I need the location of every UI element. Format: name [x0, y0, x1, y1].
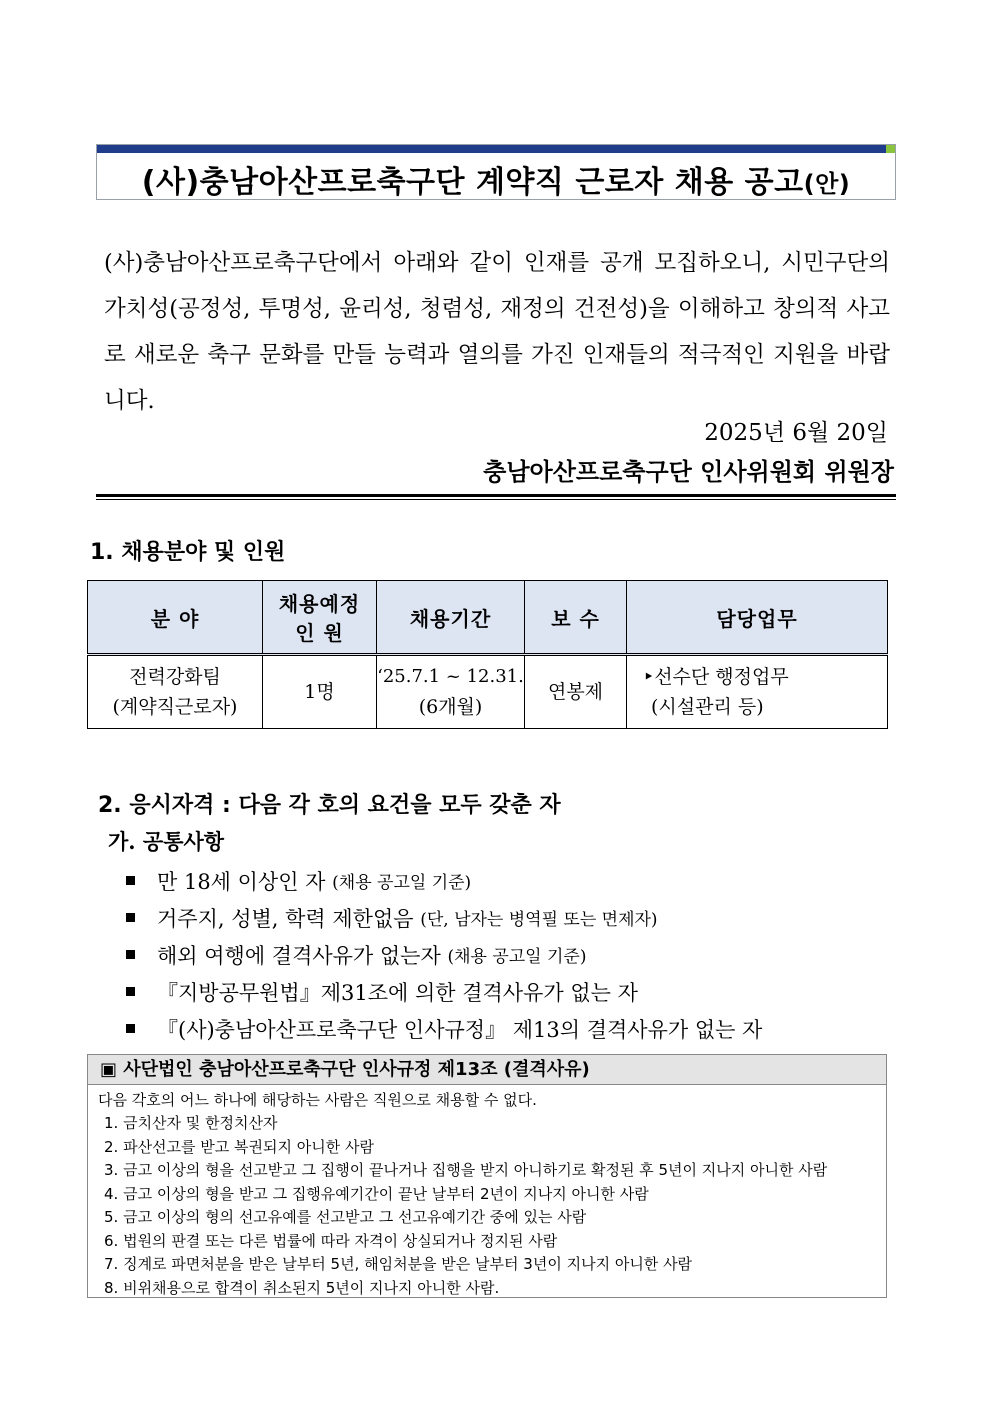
title-accent-bar-blue: [97, 145, 887, 153]
list-item: 4. 금고 이상의 형을 받고 그 집행유예기간이 끝난 날부터 2년이 지나지 아니한 사람: [104, 1184, 649, 1203]
header-period: 채용기간: [377, 581, 525, 655]
header-headcount: [263, 581, 377, 655]
section2-heading: 2. 응시자격 : 다음 각 호의 요건을 모두 갖춘 자: [98, 793, 561, 818]
requirement-note: (채용 공고일 기준): [332, 873, 472, 893]
cell-salary: 연봉제: [525, 655, 627, 729]
disqualification-box: [87, 1054, 887, 1298]
list-item: [124, 936, 762, 973]
requirement-text: 해외 여행에 결격사유가 없는자: [157, 943, 441, 968]
page-title: [97, 157, 895, 201]
cell-field-line2: (계약직근로자): [112, 696, 238, 718]
cell-field-line1: 전력강화팀: [129, 666, 221, 688]
bullet-square-icon: [126, 913, 135, 922]
cell-duty: [627, 655, 888, 729]
requirement-note: (채용 공고일 기준): [447, 947, 587, 967]
disqualification-intro: 다음 각호의 어느 하나에 해당하는 사람은 직원으로 채용할 수 없다.: [98, 1091, 537, 1109]
bullet-square-icon: [126, 876, 135, 885]
cell-duty-line1: ‣선수단 행정업무: [643, 666, 789, 688]
divider-thin: [96, 499, 896, 500]
requirement-text: 『(사)충남아산프로축구단 인사규정』 제13의 결격사유가 없는 자: [157, 1017, 763, 1042]
common-requirements-heading: 가. 공통사항: [108, 829, 225, 854]
intro-paragraph: (사)충남아산프로축구단에서 아래와 같이 인재를 공개 모집하오니, 시민구단의 가치성(공정성, 투명성, 윤리성, 청렴성, 재정의 건전성)을 이해하고 창의적 사고로 새로운 축구 문화를 만들 능력과 열의를 가진 인재들의 적극적인 지원을 바랍니다.: [104, 250, 890, 414]
announcement-date: 2025년 6월 20일: [704, 420, 888, 446]
requirement-text: 『지방공무원법』제31조에 의한 결격사유가 없는 자: [157, 980, 638, 1005]
list-item: 6. 법원의 판결 또는 다른 법률에 따라 자격이 상실되거나 정지된 사람: [104, 1231, 558, 1250]
header-headcount-line2: 인 원: [295, 621, 344, 645]
requirement-text: 만 18세 이상인 자: [157, 869, 326, 894]
list-item: [124, 862, 762, 899]
header-duty: 담당업무: [627, 581, 888, 655]
divider-thick: [96, 494, 896, 497]
section1-heading: 1. 채용분야 및 인원: [90, 540, 286, 565]
cell-period-line2: (6개월): [418, 696, 483, 718]
list-item: [124, 973, 762, 1010]
requirement-text: 거주지, 성별, 학력 제한없음: [157, 906, 414, 931]
title-accent-bar-green: [886, 145, 895, 153]
header-headcount-line1: 채용예정: [278, 592, 361, 616]
disqualification-header: ▣ 사단법인 충남아산프로축구단 인사규정 제13조 (결격사유): [88, 1055, 886, 1085]
bullet-square-icon: [126, 987, 135, 996]
signer-name: 충남아산프로축구단 인사위원회 위원장: [483, 457, 894, 486]
page-title-suffix: (안): [803, 170, 851, 198]
list-item: [124, 899, 762, 936]
list-item: 1. 금치산자 및 한정치산자: [104, 1114, 278, 1132]
page-title-main: (사)충남아산프로축구단 계약직 근로자 채용 공고: [141, 165, 804, 200]
header-salary: 보 수: [525, 581, 627, 655]
title-box: [96, 144, 896, 200]
list-item: 5. 금고 이상의 형의 선고유예를 선고받고 그 선고유예기간 중에 있는 사람: [104, 1208, 587, 1226]
list-item: 7. 징계로 파면처분을 받은 날부터 5년, 해임처분을 받은 날부터 3년이 지나지 아니한 사람: [104, 1255, 693, 1273]
requirements-list: [124, 862, 762, 1047]
list-item: 2. 파산선고를 받고 복권되지 아니한 사람: [104, 1137, 374, 1156]
recruitment-table: [87, 580, 888, 729]
cell-duty-line2: (시설관리 등): [651, 696, 764, 718]
disqualification-list: [104, 1112, 827, 1300]
bullet-square-icon: [126, 1024, 135, 1033]
list-item: 8. 비위채용으로 합격이 취소된지 5년이 지나지 아니한 사람.: [104, 1278, 500, 1297]
bullet-square-icon: [126, 950, 135, 959]
requirement-note: (단, 남자는 병역필 또는 면제자): [420, 910, 658, 930]
header-field: 분 야: [88, 581, 263, 655]
cell-period-line1: ‘25.7.1 ~ 12.31.: [377, 666, 524, 687]
table-header-row: [88, 581, 888, 655]
list-item: 3. 금고 이상의 형을 선고받고 그 집행이 끝나거나 집행을 받지 아니하기로 확정된 후 5년이 지나지 아니한 사람: [104, 1161, 828, 1179]
cell-field: [88, 655, 263, 729]
cell-period: [377, 655, 525, 729]
cell-headcount: 1명: [263, 655, 377, 729]
table-row: [88, 655, 888, 729]
list-item: [124, 1010, 762, 1047]
